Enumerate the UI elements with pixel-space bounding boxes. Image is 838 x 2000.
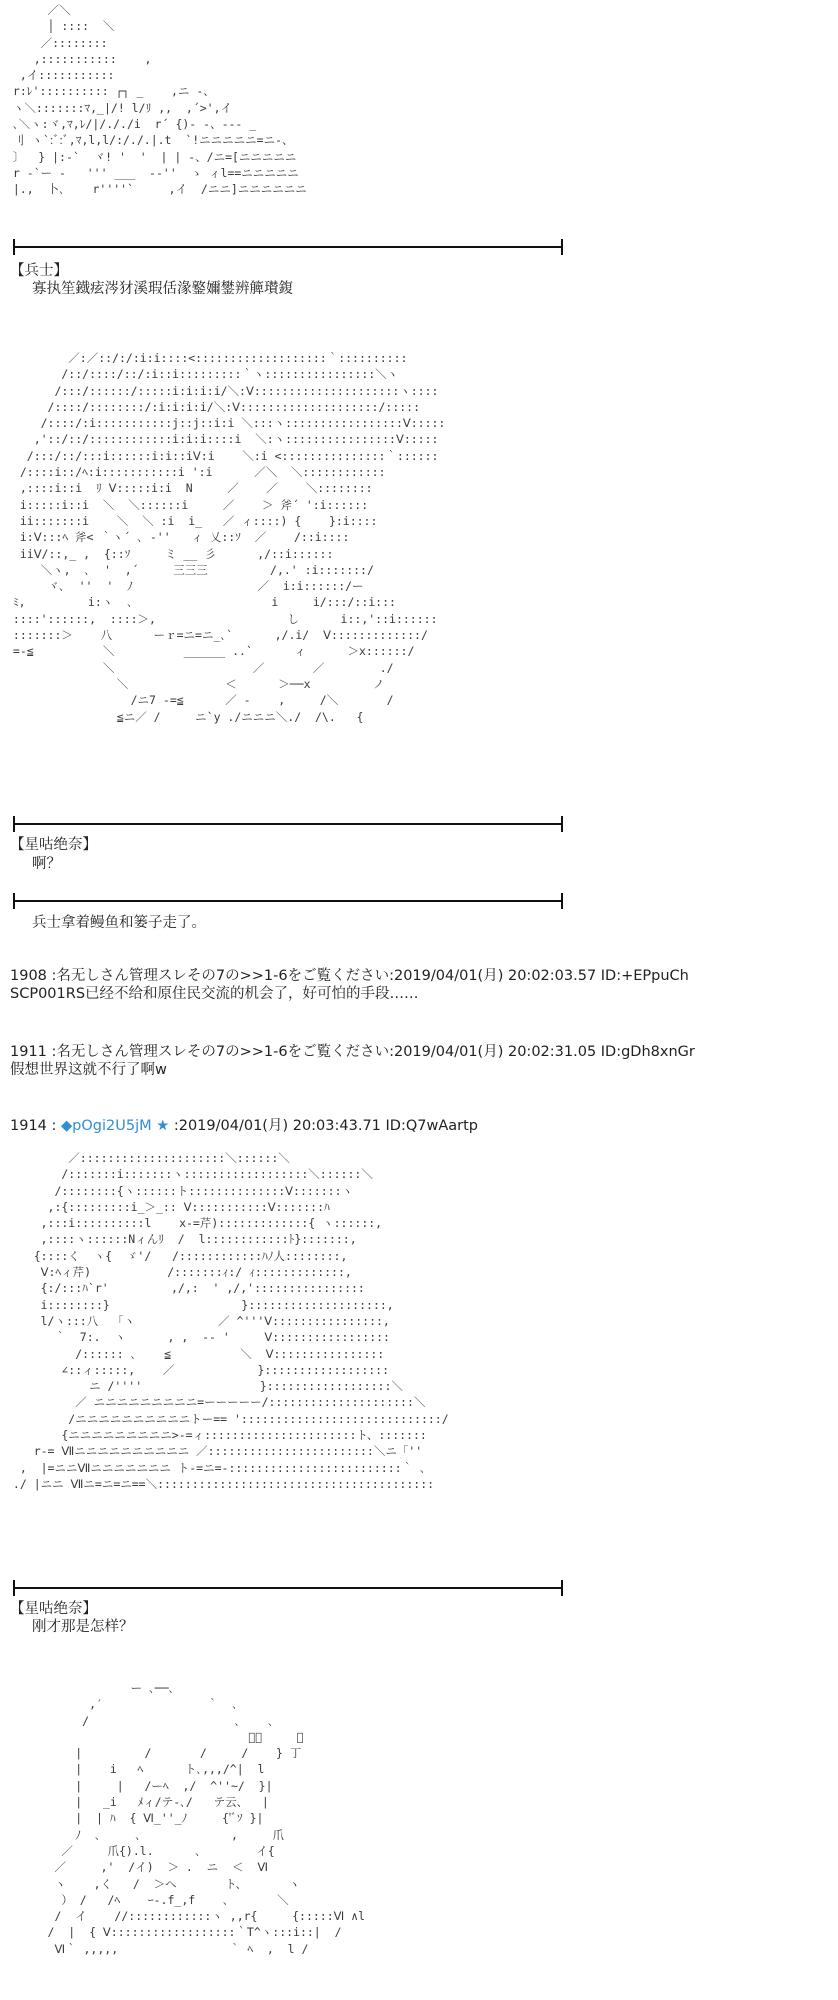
post-body: SCP001RS已经不给和原住民交流的机会了，好可怕的手段…… [10, 986, 419, 1002]
post-header [10, 1117, 828, 1135]
girl-ascii-art: ／:::::::::::::::::::::＼::::::＼ /:::::::i:::::::ヽ::::::::::::::::::＼::::::＼ /::::::::{ヽ::::::ト::::::::::::::Ⅴ:::::::ヽ ,:{:::::::::i_＞_:: Ⅴ:::::::::::Ⅴ:::::::ﾊ ,:::i::::::::::l x-=芹):::::::::::::{ ヽ::::::, ,::::ヽ::::::Nィんﾘ / l::::::::::::ﾄ}:::::::, {::::く ヽ{ ゞ'/ /::::::::::::ﾊﾉ人::::::::, Ⅴ:ﾍィ芹) /:::::::ｨ:/ ｨ:::::::::::::, {:/:::ﾊ`r' ,/,: ' ,/,':::::::::::::::: i::::::::} }::::::::::::::::::::, l/ヽ:::八 「ヽ ／ ^'''Ⅴ::::::::::::::::, ｀ 7:. ヽ , , -- ' Ⅴ::::::::::::::::: /:::::: ､ ≦ ＼ Ⅴ:::::::::::::::: ∠::ィ:::::, ／ }:::::::::::::::::: ニ /'''' }::::::::::::::::::＼ ／ ニニニニニニニニニ=ーーーーー/:::::::::::::::::::::＼ /ニニニニニニニニニニトー== ':::::::::::::::::::::::::::::/ {ニニニニニニニニニ>-=ィ::::::::::::::::::::::ト、::::::: r-= Ⅶニニニニニニニニニニ ／::::::::::::::::::::::::＼ニ「'' , |=ニニⅦニニニニニニニ ト-=ニ=-:::::::::::::::::::::::::｀ ､ ./ |ニニ Ⅶニ=ニ=ニ==＼:::::::::::::::::::::::::::::::::::::::: [12, 1151, 449, 1491]
castle-ascii-art: ／＼ │ :::: ＼ ／:::::::: ,::::::::::: , ,イ::::::::::: r:ﾚ':::::::::: ┌┐ _ ,ニ -、 ヽ＼:::::::ﾏ,_|/! l/ﾘ ,, ,´>',イ ､＼ヽ:ヾ,ﾏ,ﾚ/|/././i r´ {)- -、--- _ 刂 ヽ`:ﾞ:ﾞ,ﾏ,l,l/:/./.|.t `!ニニニニニ=ニ-、 〕 } |:-` ヾ! ' ' | | -、/ニ=[ニニニニニ r -`ー - ''' ___ --'' ゝ ィl==ニニニニニ |., 卜､ r''''` ,イ /ニニ]ニニニニニニ [12, 3, 307, 197]
post-header: 1908 :名无しさん管理スレその7の>>1-6をご覧ください:2019/04/01(月) 20:02:03.57 ID:+EPpuCh [10, 968, 689, 984]
speaker-label: 【星咕绝奈】 [10, 1601, 97, 1617]
post-body: 假想世界这就不行了啊w [10, 1062, 167, 1078]
trip-link[interactable]: ◆pOgi2U5jM ★ [61, 1118, 170, 1134]
post-header: 1911 :名无しさん管理スレその7の>>1-6をご覧ください:2019/04/01(月) 20:02:31.05 ID:gDh8xnGr [10, 1044, 695, 1060]
girl-ascii-art: ／:／::/:/:i:i::::<:::::::::::::::::::｀:::::::::: /::/::::/::/:i::i:::::::::｀ヽ::::::::::::::::＼ヽ /:::/::::::/:::::i:i:i:i/＼:Ⅴ:::::::::::::::::::::ヽ:::: /::::/::::::::/:i:i:i:i/＼:Ⅴ::::::::::::::::::::/::::: /::::/:i:::::::::::j::j::i:i ＼:::ヽ:::::::::::::::::Ⅴ::::: ,'::/::/::::::::::::i:i:i::::i ＼:ヽ::::::::::::::::Ⅴ::::: /:::/::/:::i::::::i:i::iⅤ:i ＼:i <:::::::::::::::｀:::::: /::::i::/ﾍ:i:::::::::::i ':i ／＼ ＼:::::::::::: ,::::i::i ﾘ Ⅴ:::::i:i N ／ ／ ＼:::::::: i:::::i::i ＼ ＼::::::i ／ ＞ 斧´ ':i:::::: ii:::::::i ＼ ＼ :i i_ ／ ィ::::) { }:i:::: i:Ⅴ:::ﾍ 斧< ｀ヽ´ ､ -'' ィ 乂::ｿ ／ /::i:::: iiⅤ/::,_ , {::ｿ ミ __ 彡 ,/::i:::::: ＼ヽ, ､ ' ,´ 三三三 /,.' :i:::::::/ ヾ､ '' ' ﾉ ／ i:i::::::/ー ﾐ, i:ヽ ､ i i/:::/::i::: ::::'::::::, ::::＞, し i::,'::i:::::: :::::::＞ 八 ーｒ=ニ=ニ_､` ,/.i/ Ⅴ:::::::::::::/ =-≦ ＼ ______ ..` ィ ＞x::::::/ ＼ ／ ／ ./ ＼ ＜ ＞──x ノ /ニ7 -=≦ ／ - , /＼ / ≦ニ／ / ニ`y ./ニニニ＼./ /\. { [12, 351, 446, 724]
dialogue-line: 啊？ [32, 856, 61, 872]
narration-line: 兵士拿着鳗鱼和篓子走了。 [32, 915, 206, 931]
dialogue-line: 寡执笙鐡痃涔犲溪瑕佸湪鐜嬭鐢辨簲瓉鍑 [32, 281, 293, 297]
speaker-label: 【兵士】 [10, 263, 68, 279]
divider-rule [13, 1587, 563, 1589]
divider-rule [13, 246, 563, 248]
speaker-label: 【星咕绝奈】 [10, 837, 97, 853]
post-number: 1914 : [10, 1118, 62, 1134]
divider-rule [13, 823, 563, 825]
divider-rule [13, 900, 563, 902]
dialogue-line: 刚才那是怎样？ [32, 1619, 134, 1635]
post-meta: :2019/04/01(月) 20:03:43.71 ID:Q7wAartp [169, 1118, 478, 1134]
girl-ascii-art: ー ､──､ ,′ ｀ ､ / ､ ､ ﾞ､ ＼ | / / / } 丁 | i ﾍ ト､,,,/^| l | | /ーﾍ ,/ ^''~/ }| | _i ﾒィ/テ-､/ テ云、 | | | ﾊ { Ⅵ_''_ﾉ {'ﾞｿ }| ﾉ ､ ､ , 爪 ／ 爪{).l. ､ イ{ ／ ,' /イ) ＞ . ニ ＜ Ⅵ ヽ ,く / ＞へ ト、 ヽ ） / /ﾍ ｰ-.f_,f ､ ＼ / イ //::::::::::::ヽ ,,r{ {:::::Ⅵ ∧l / | { Ⅴ::::::::::::::::::｀T^ヽ:::i::| / Ⅵ｀ ,,,,, ｀ ﾍ , l / [47, 1681, 366, 1956]
